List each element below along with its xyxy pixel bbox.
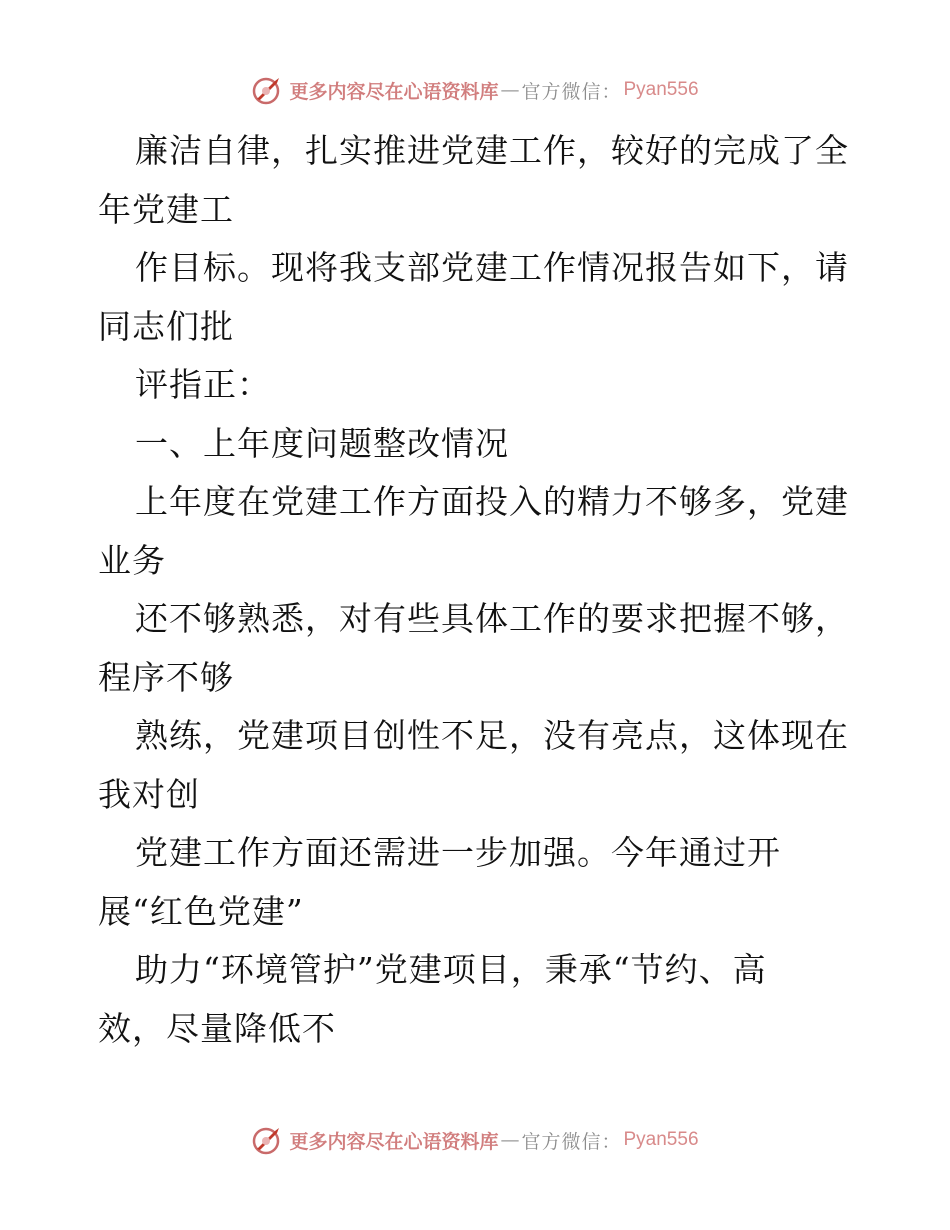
- body-line: 作目标。现将我支部党建工作情况报告如下，请: [135, 248, 849, 287]
- body-line: 我对创: [98, 774, 200, 814]
- body-line: 展“红色党建”: [98, 891, 304, 931]
- banner-dash: —: [500, 79, 520, 101]
- body-line: 党建工作方面还需进一步加强。今年通过开: [135, 833, 781, 872]
- body-line: 同志们批: [98, 306, 234, 346]
- body-line: 程序不够: [98, 657, 234, 697]
- banner-main-text: 更多内容尽在心语资料库: [289, 80, 499, 103]
- footer-banner: [0, 1120, 950, 1160]
- pen-circle-logo-icon: [251, 74, 283, 106]
- banner-official-text: 官方微信：: [521, 80, 622, 103]
- body-line: 上年度在党建工作方面投入的精力不够多，党建: [135, 482, 849, 521]
- body-line: 业务: [98, 540, 166, 580]
- header-banner: [0, 70, 950, 110]
- body-line: 年党建工: [98, 189, 234, 229]
- banner-wechat-id: Pyan556: [623, 79, 699, 100]
- banner-text: [289, 1127, 698, 1154]
- body-line: 评指正：: [135, 365, 271, 404]
- banner-wechat-id: Pyan556: [623, 1129, 699, 1150]
- body-line: 廉洁自律，扎实推进党建工作，较好的完成了全: [135, 131, 849, 170]
- pen-circle-logo-icon: [251, 1124, 283, 1156]
- banner-main-text: 更多内容尽在心语资料库: [289, 1130, 499, 1153]
- body-line: 效，尽量降低不: [98, 1008, 336, 1048]
- body-line: 熟练，党建项目创性不足，没有亮点，这体现在: [135, 716, 849, 755]
- body-line: 助力“环境管护”党建项目，秉承“节约、高: [135, 950, 767, 989]
- body-line: 还不够熟悉，对有些具体工作的要求把握不够，: [135, 599, 849, 638]
- banner-text: [289, 77, 698, 104]
- section-heading: 一、上年度问题整改情况: [135, 423, 509, 463]
- banner-dash: —: [500, 1129, 520, 1151]
- document-body: [98, 122, 868, 1058]
- banner-official-text: 官方微信：: [521, 1130, 622, 1153]
